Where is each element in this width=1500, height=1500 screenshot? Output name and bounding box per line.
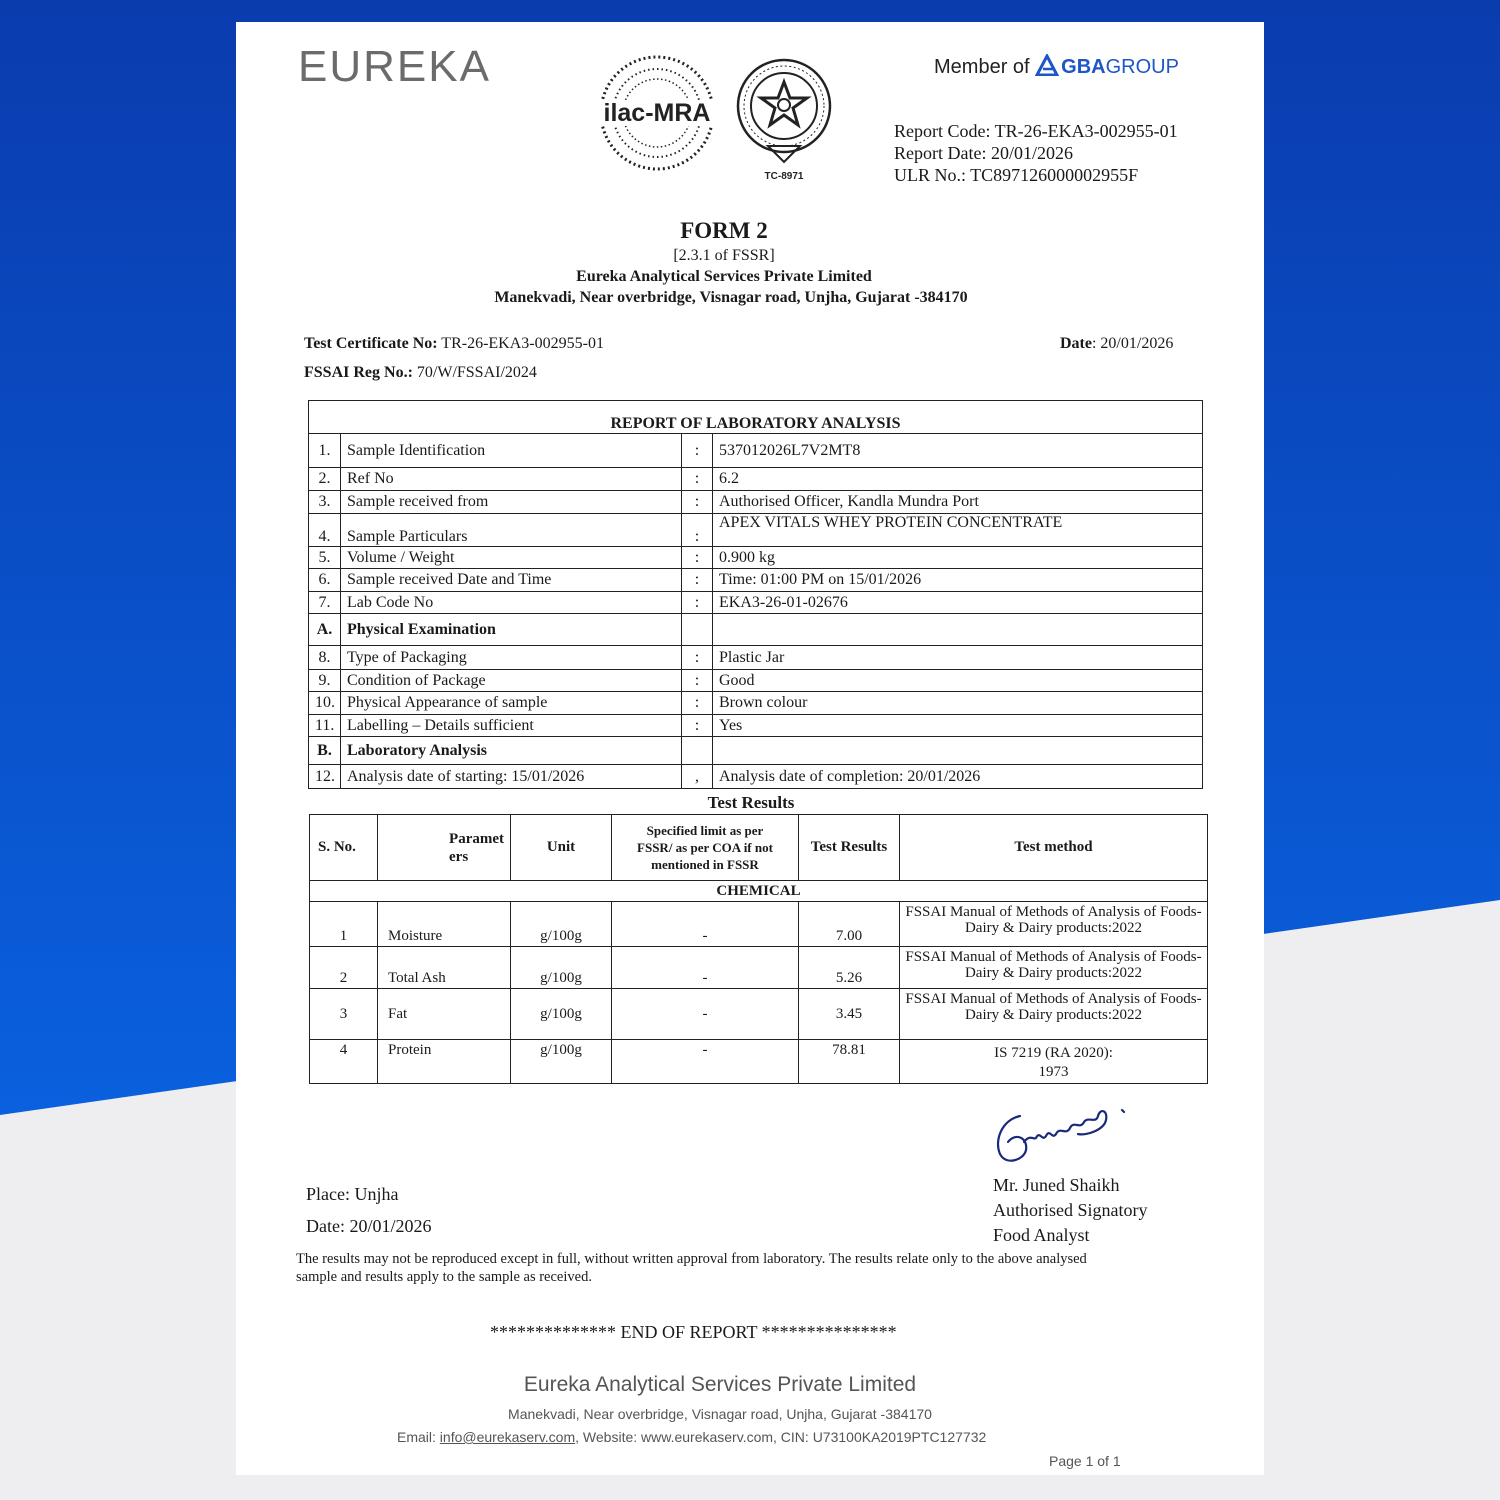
ulr-no: ULR No.: TC897126000002955F xyxy=(894,165,1139,185)
signature xyxy=(990,1090,1140,1174)
form-company: Eureka Analytical Services Private Limited xyxy=(576,268,872,285)
header-limit: Specified limit as per FSSR/ as per COA if not mentioned in FSSR xyxy=(612,815,799,881)
test-results-title: Test Results xyxy=(707,793,795,812)
report-code: Report Code: TR-26-EKA3-002955-01 xyxy=(894,121,1178,141)
report-title: REPORT OF LABORATORY ANALYSIS xyxy=(309,401,1203,434)
report-date: Report Date: 20/01/2026 xyxy=(894,143,1073,163)
report-table: REPORT OF LABORATORY ANALYSIS 1. Sample Identification : 537012026L7V2MT8 2. Ref No : 6.2 3. Sample received from : Authorised Officer, Kandla Mundra Port 4. Sample Particulars : APEX VITALS WHEY PROTEIN CONCENTRATE 5. Volume / Weight : 0.900 kg 6. Sample received Date and Time : Time: 01:00 PM on 15/01/2026 7. Lab Code No : EKA3-26-01-02676 A. Physical Examination 8. Type of Packaging : Plastic Jar 9. Condition of Package : Good 10. Physical Appearance of sample : Brown colour 11. Labelling – Details sufficient : Yes B. Laboratory Analysis 12. Analysis date of starting: 15/01/2026 , Analysis date of completion: 20/01/2026 xyxy=(308,400,1203,789)
disclaimer-line-1: The results may not be reproduced except in full, without written approval from laboratory. The results relate only to the above analysed xyxy=(296,1251,1087,1267)
footer-company: Eureka Analytical Services Private Limited xyxy=(523,1373,917,1396)
signatory-title: Food Analyst xyxy=(993,1225,1090,1245)
certificate-date: Date: 20/01/2026 xyxy=(1060,335,1174,352)
table-row: 4 Protein g/100g - 78.81 IS 7219 (RA 2020): 1973 xyxy=(310,1040,1208,1084)
gba-light: GROUP xyxy=(1105,56,1179,78)
header-method: Test method xyxy=(900,815,1208,881)
footer-place: Place: Unjha xyxy=(306,1184,399,1204)
test-results-table xyxy=(309,814,1208,1084)
header-sno: S. No. xyxy=(310,815,378,881)
svg-text:TC-8971: TC-8971 xyxy=(764,171,804,182)
form-title: FORM 2 xyxy=(680,218,768,243)
certificate-number: Test Certificate No: TR-26-EKA3-002955-01 xyxy=(304,335,604,352)
end-of-report: ************** END OF REPORT *************** xyxy=(490,1322,897,1342)
form-address: Manekvadi, Near overbridge, Visnagar road, Unjha, Gujarat -384170 xyxy=(494,289,968,306)
form-subtitle: [2.3.1 of FSSR] xyxy=(673,247,775,264)
email-link[interactable]: info@eurekaserv.com xyxy=(439,1429,576,1445)
header-result: Test Results xyxy=(799,815,900,881)
fssai-reg-no: FSSAI Reg No.: 70/W/FSSAI/2024 xyxy=(304,364,537,381)
header-parameters: Paramet ers xyxy=(378,815,511,881)
nabl-seal xyxy=(734,54,834,184)
footer-address: Manekvadi, Near overbridge, Visnagar road, Unjha, Gujarat -384170 xyxy=(508,1406,932,1422)
page-number: Page 1 of 1 xyxy=(1049,1453,1121,1469)
table-row: 1 Moisture g/100g - 7.00 FSSAI Manual of Methods of Analysis of Foods- Dairy & Dairy products:2022 xyxy=(310,902,1208,947)
eureka-logo: EUREKA xyxy=(298,42,491,91)
header-unit: Unit xyxy=(511,815,612,881)
signatory-role: Authorised Signatory xyxy=(993,1200,1148,1220)
gba-bold: GBA xyxy=(1061,56,1106,78)
disclaimer-line-2: sample and results apply to the sample as received. xyxy=(296,1269,592,1285)
table-row: 3 Fat g/100g - 3.45 FSSAI Manual of Methods of Analysis of Foods- Dairy & Dairy products:2022 xyxy=(310,989,1208,1040)
signatory-name: Mr. Juned Shaikh xyxy=(993,1175,1120,1195)
section-chemical: CHEMICAL xyxy=(310,881,1208,902)
member-prefix: Member of xyxy=(934,56,1030,78)
table-row: 2 Total Ash g/100g - 5.26 FSSAI Manual of Methods of Analysis of Foods- Dairy & Dairy products:2022 xyxy=(310,947,1208,989)
svg-text:ilac-MRA: ilac-MRA xyxy=(603,99,711,127)
footer-contact: Email: info@eurekaserv.com, Website: www.eurekaserv.com, CIN: U73100KA2019PTC127732 xyxy=(397,1429,987,1445)
member-of-gba xyxy=(934,54,1179,79)
ilac-mra-seal xyxy=(596,52,718,174)
certificate-page xyxy=(236,22,1264,1475)
gba-triangle-icon xyxy=(1035,54,1061,76)
footer-date: Date: 20/01/2026 xyxy=(306,1216,432,1236)
